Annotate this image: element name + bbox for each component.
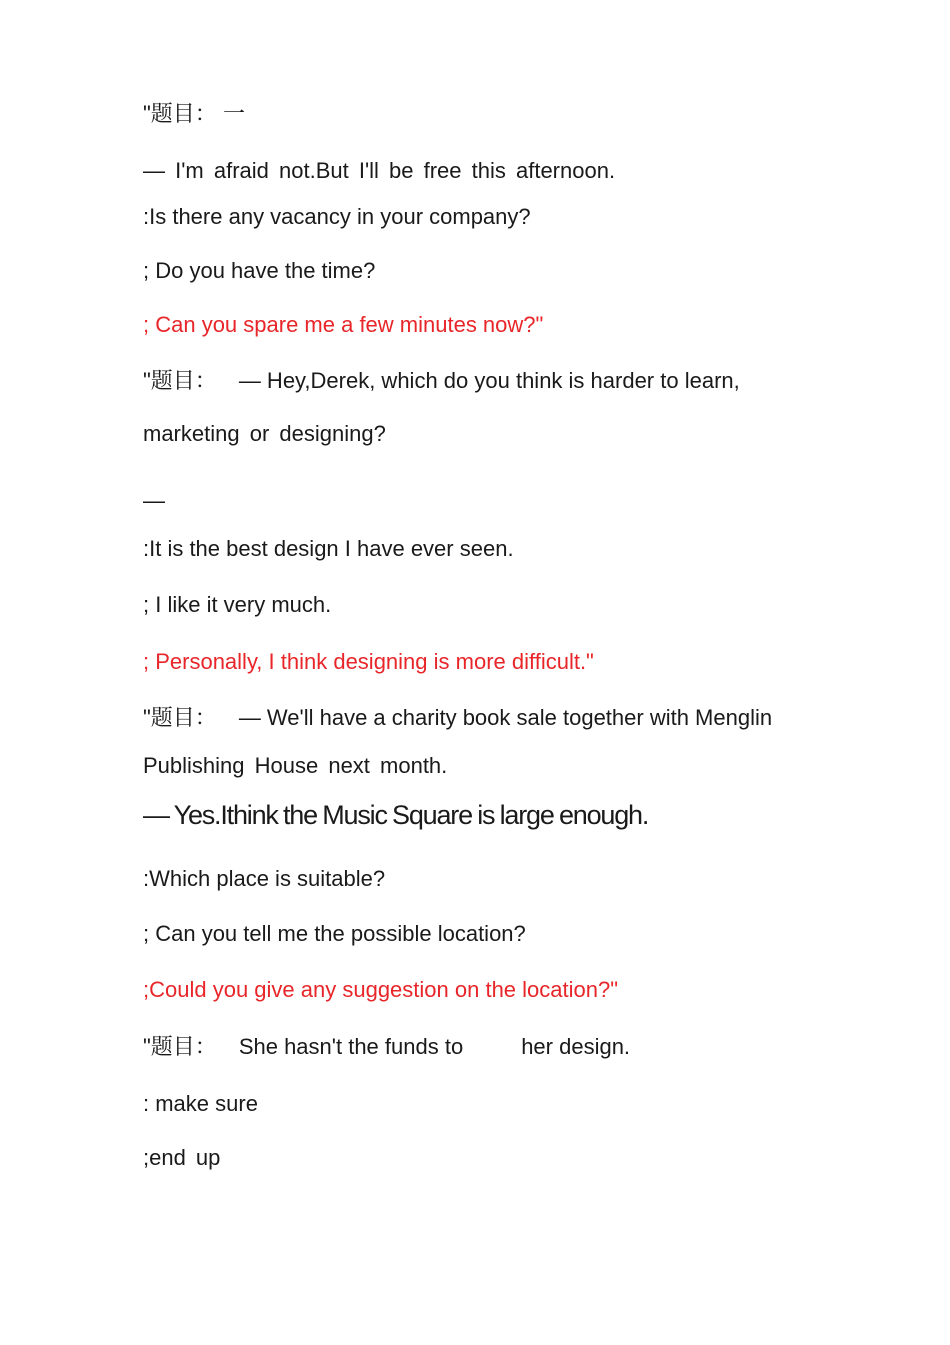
option-a: :Which place is suitable? [143,866,386,891]
option-b: ; Can you tell me the possible location? [143,921,526,946]
question-stem-part-1: She hasn't the funds to [238,1034,464,1059]
question-stem-part-2: her design. [521,1034,631,1059]
option-a: :It is the best design I have ever seen. [143,536,514,561]
option-b: ; Do you have the time? [143,258,376,283]
question-2-stem-continued: marketing or designing? [143,421,386,446]
question-1-header [143,101,245,127]
question-stem: 一 [222,101,245,126]
question-stem: — We'll have a charity book sale together with Menglin [238,705,773,730]
question-prefix: "题目： [143,1034,217,1059]
option-c-correct: ; Can you spare me a few minutes now?" [143,312,544,337]
question-3-stem-continued: Publishing House next month. [143,753,448,778]
option-c-correct: ; Personally, I think designing is more difficult." [143,649,594,674]
question-prefix: "题目： [143,101,217,126]
option-a: :Is there any vacancy in your company? [143,204,531,229]
option-b: ; I like it very much. [143,592,332,617]
question-prefix: "题目： [143,368,217,393]
question-stem: — Hey,Derek, which do you think is harder to learn, [238,368,740,393]
option-b: ;end up [143,1145,221,1170]
option-c-correct: ;Could you give any suggestion on the location?" [143,977,619,1002]
option-a: : make sure [143,1091,258,1116]
question-4-header [143,1034,630,1060]
question-2-header [143,368,740,394]
question-prefix: "题目： [143,705,217,730]
question-2-answer-line: — [143,488,165,513]
question-3-header [143,705,772,731]
question-3-answer-line: — Yes.Ithink the Music Square is large enough. [143,800,649,830]
question-1-answer-line: — I'm afraid not.But I'll be free this afternoon. [143,158,616,183]
